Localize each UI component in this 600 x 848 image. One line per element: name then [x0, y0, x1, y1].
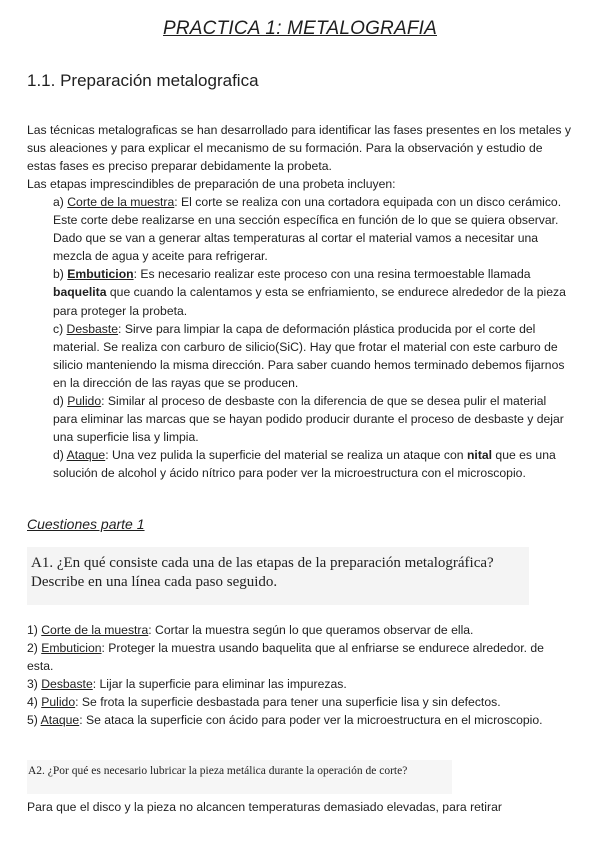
- answer-num: 5): [27, 713, 41, 728]
- answer-item: [27, 675, 572, 693]
- answer-term: Ataque: [40, 713, 80, 728]
- step-a-text: : El corte se realiza con una cortadora equipada con un disco cerámico. Este corte debe realizarse en una sección específica en función de lo que se quiera observar. Dado que se van a generar altas temperaturas al cortar el material vamos a necesitar una mezcla de agua y aceite para refrigerar.: [53, 195, 562, 264]
- answer-text: : Cortar la muestra según lo que queramos observar de ella.: [148, 623, 474, 637]
- answer-item: [27, 639, 572, 675]
- step-d2: [53, 446, 573, 482]
- step-c-term: Desbaste: [66, 321, 119, 336]
- step-b: [53, 265, 573, 319]
- step-b-prefix: b): [53, 267, 68, 282]
- answer-num: 1): [27, 623, 42, 637]
- step-d2-text2: que es una solución de alcohol y ácido nítrico para poder ver la microestructura con el microscopio.: [53, 448, 556, 481]
- step-d2-term: Ataque: [66, 448, 106, 463]
- answer-num: 2): [27, 641, 42, 656]
- step-d1-text: : Similar al proceso de desbaste con la diferencia de que se desea pulir el material para eliminar las marcas que se hayan podido producir durante el proceso de desbaste y dejar una superficie lisa y limpia.: [53, 394, 564, 445]
- intro-stages-line: Las etapas imprescindibles de preparación de una probeta incluyen:: [27, 177, 396, 191]
- step-b-bold: baquelita: [53, 285, 107, 300]
- step-b-text1: : Es necesario realizar este proceso con una resina termoestable llamada: [133, 267, 531, 282]
- answer-text: : Lijar la superficie para eliminar las impurezas.: [92, 677, 347, 692]
- step-a-prefix: a): [53, 195, 68, 209]
- answer-a2: Para que el disco y la pieza no alcancen temperaturas demasiado elevadas, para retirar: [27, 800, 502, 814]
- step-c-text: : Sirve para limpiar la capa de deformación plástica producida por el corte del material. Se realiza con carburo de silicio(SiC). Hay que frotar el material con este carburo de silicio manteniendo la misma dirección. Para saber cuando hemos terminado debemos fijarnos en la dirección de las rayas que se producen.: [53, 321, 565, 390]
- step-d2-text1: : Una vez pulida la superficie del material se realiza un ataque con: [105, 448, 467, 463]
- questions-heading: Cuestiones parte 1: [27, 516, 145, 532]
- step-a: [53, 193, 573, 265]
- answer-text: : Se frota la superficie desbastada para tener una superficie lisa y sin defectos.: [75, 695, 501, 710]
- step-a-term: Corte de la muestra: [67, 195, 175, 209]
- answer-item: [27, 711, 572, 729]
- preparation-steps: [53, 193, 573, 483]
- answer-text: : Proteger la muestra usando baquelita que al enfriarse se endurece alrededor. de esta.: [27, 641, 544, 674]
- step-b-text2: que cuando la calentamos y esta se enfriamiento, se endurece alrededor de la pieza para proteger la probeta.: [53, 285, 566, 318]
- answer-num: 3): [27, 677, 42, 692]
- step-d1-term: Pulido: [67, 394, 102, 409]
- question-a1: A1. ¿En qué consiste cada una de las etapas de la preparación metalográfica? Describe en una línea cada paso seguido.: [27, 547, 529, 605]
- answer-item: [27, 693, 572, 711]
- answer-term: Pulido: [41, 695, 76, 710]
- question-a2: A2. ¿Por qué es necesario lubricar la pieza metálica durante la operación de corte?: [27, 760, 452, 794]
- step-d2-prefix: d): [53, 448, 67, 463]
- intro-paragraph: Las técnicas metalograficas se han desarrollado para identificar las fases presentes en los metales y sus aleaciones y para explicar el mecanismo de su formación. Para la observación y estudio de estas fases es preciso preparar debidamente la probeta.: [27, 123, 571, 173]
- section-heading: 1.1. Preparación metalografica: [27, 71, 259, 90]
- step-c: [53, 320, 573, 392]
- answer-text: : Se ataca la superficie con ácido para poder ver la microestructura en el microscopio.: [79, 713, 543, 728]
- answers-list: [27, 621, 572, 730]
- step-b-term: Embuticion: [67, 267, 134, 282]
- answer-num: 4): [27, 695, 42, 710]
- step-d1-prefix: d): [53, 394, 68, 409]
- intro-text: [27, 121, 572, 193]
- answer-term: Corte de la muestra: [41, 623, 149, 637]
- answer-item: [27, 621, 572, 639]
- step-c-prefix: c): [53, 321, 67, 336]
- page-title: PRACTICA 1: METALOGRAFIA: [162, 18, 437, 39]
- answer-term: Embuticion: [41, 641, 102, 656]
- step-d1: [53, 392, 573, 446]
- step-d2-bold: nital: [466, 448, 493, 463]
- answer-term: Desbaste: [41, 677, 93, 692]
